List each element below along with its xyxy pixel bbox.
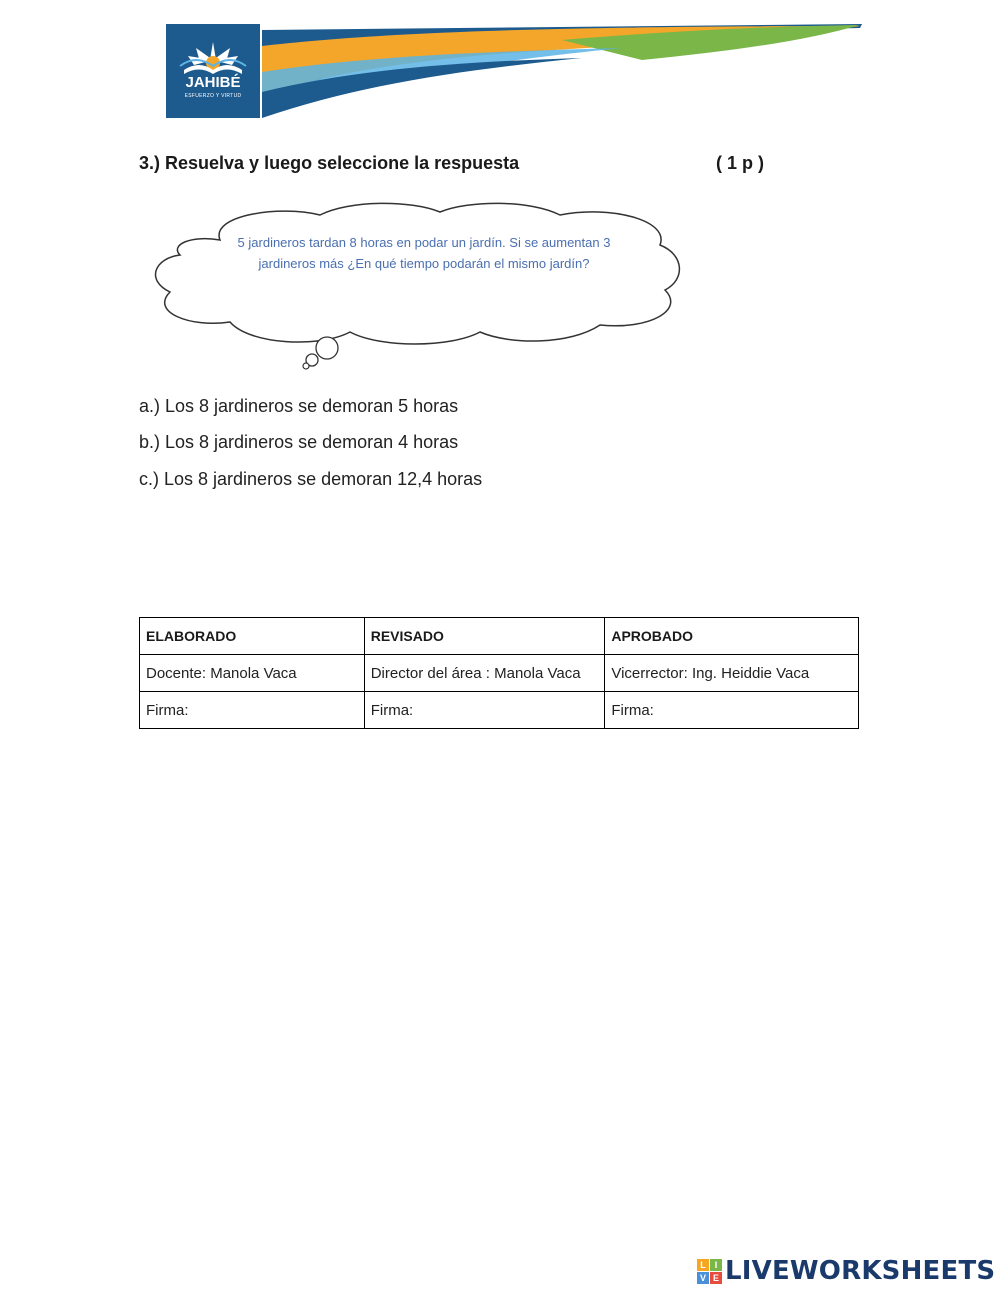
cell-firma-1: Firma:	[140, 692, 365, 729]
cell-firma-3: Firma:	[605, 692, 859, 729]
header-revisado: REVISADO	[364, 618, 605, 655]
thought-cloud	[150, 200, 690, 375]
table-row	[140, 692, 859, 729]
problem-statement: 5 jardineros tardan 8 horas en podar un jardín. Si se aumentan 3 jardineros más ¿En qué tiempo podarán el mismo jardín?	[237, 235, 611, 271]
cell-vicerrector: Vicerrector: Ing. Heiddie Vaca	[605, 655, 859, 692]
icon-letter-l: L	[697, 1259, 709, 1271]
liveworksheets-brand[interactable]	[697, 1256, 995, 1286]
logo-motto: ESFUERZO Y VIRTUD	[184, 93, 242, 99]
liveworksheets-wordmark: LIVEWORKSHEETS	[725, 1256, 996, 1286]
book-sun-icon	[166, 30, 260, 80]
table-row	[140, 655, 859, 692]
question-title: 3.) Resuelva y luego seleccione la respuesta	[139, 153, 520, 173]
signature-table	[139, 617, 859, 729]
icon-letter-e: E	[710, 1272, 722, 1284]
icon-letter-i: I	[710, 1259, 722, 1271]
option-a[interactable]: a.) Los 8 jardineros se demoran 5 horas	[139, 396, 459, 416]
header-banner	[262, 22, 862, 122]
question-points: ( 1 p )	[716, 153, 764, 173]
header-aprobado: APROBADO	[605, 618, 859, 655]
cell-director: Director del área : Manola Vaca	[364, 655, 605, 692]
option-c[interactable]: c.) Los 8 jardineros se demoran 12,4 horas	[139, 469, 483, 489]
option-b[interactable]: b.) Los 8 jardineros se demoran 4 horas	[139, 432, 459, 452]
school-logo	[166, 24, 260, 118]
liveworksheets-icon	[697, 1259, 722, 1284]
icon-letter-v: V	[697, 1272, 709, 1284]
header-elaborado: ELABORADO	[140, 618, 365, 655]
cell-docente: Docente: Manola Vaca	[140, 655, 365, 692]
cell-firma-2: Firma:	[364, 692, 605, 729]
table-header-row	[140, 618, 859, 655]
logo-name: JAHIBÉ	[185, 74, 241, 91]
